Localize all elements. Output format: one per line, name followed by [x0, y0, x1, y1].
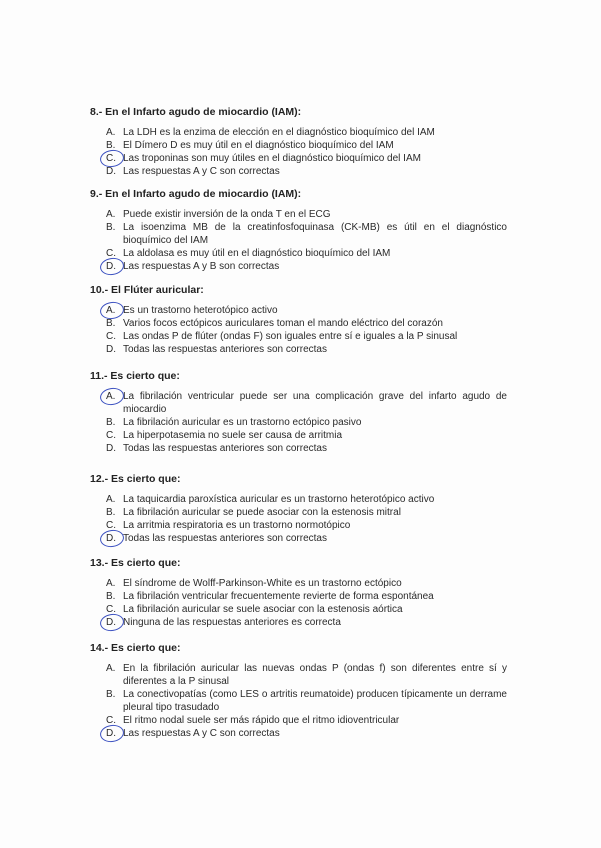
option-text: La fibrilación auricular se suele asociar con la estenosis aórtica [123, 604, 403, 615]
option-letter: C. [106, 248, 116, 259]
answer-option [90, 506, 507, 519]
question-title: 12.- Es cierto que: [90, 473, 181, 485]
option-letter: B. [106, 318, 116, 329]
option-text: La arritmia respiratoria es un trastorno normotópico [123, 520, 351, 531]
option-text: Puede existir inversión de la onda T en el ECG [123, 209, 331, 220]
handwritten-circle-mark [99, 256, 125, 276]
option-letter: B. [106, 417, 116, 428]
option-text: La fibrilación ventricular puede ser una complicación grave del infarto agudo de miocardio [123, 391, 507, 415]
option-text: Las respuestas A y B son correctas [123, 261, 280, 272]
answer-option [90, 317, 507, 330]
option-text: La aldolasa es muy útil en el diagnóstico bioquímico del IAM [123, 248, 391, 259]
option-letter: D. [106, 533, 116, 544]
option-letter: C. [106, 153, 116, 164]
option-text: La hiperpotasemia no suele ser causa de arritmia [123, 430, 343, 441]
option-text: El Dímero D es muy útil en el diagnóstico bioquímico del IAM [123, 140, 394, 151]
question-14 [90, 642, 510, 740]
option-text: Las respuestas A y C son correctas [123, 166, 280, 177]
option-letter: A. [106, 305, 116, 316]
question-9 [90, 188, 510, 273]
answer-option [90, 260, 507, 273]
option-letter: C. [106, 715, 116, 726]
option-letter: C. [106, 430, 116, 441]
option-letter: B. [106, 591, 116, 602]
question-title: 14.- Es cierto que: [90, 642, 181, 654]
option-text: La fibrilación auricular se puede asociar con la estenosis mitral [123, 507, 401, 518]
option-text: El ritmo nodal suele ser más rápido que el ritmo idioventricular [123, 715, 400, 726]
answer-option [90, 603, 507, 616]
answer-option [90, 304, 507, 317]
option-text: Ninguna de las respuestas anteriores es correcta [123, 617, 341, 628]
answer-option [90, 390, 507, 416]
answer-option [90, 343, 507, 356]
question-title: 9.- En el Infarto agudo de miocardio (IAM): [90, 188, 302, 200]
option-letter: A. [106, 209, 116, 220]
handwritten-circle-mark [99, 528, 125, 548]
option-letter: B. [106, 689, 116, 700]
option-text: El síndrome de Wolff-Parkinson-White es un trastorno ectópico [123, 578, 402, 589]
answer-option [90, 727, 507, 740]
option-text: Varios focos ectópicos auriculares toman el mando eléctrico del corazón [123, 318, 443, 329]
handwritten-circle-mark [99, 612, 125, 632]
option-text: Las troponinas son muy útiles en el diagnóstico bioquímico del IAM [123, 153, 421, 164]
answer-option [90, 330, 507, 343]
option-letter: A. [106, 663, 116, 674]
answer-option [90, 662, 507, 688]
option-text: La fibrilación auricular es un trastorno ectópico pasivo [123, 417, 362, 428]
answer-option [90, 152, 507, 165]
option-text: Todas las respuestas anteriores son correctas [123, 344, 327, 355]
option-text: Todas las respuestas anteriores son correctas [123, 443, 327, 454]
answer-option [90, 532, 507, 545]
answer-option [90, 493, 507, 506]
option-letter: C. [106, 520, 116, 531]
question-11 [90, 370, 510, 455]
answer-option [90, 429, 507, 442]
option-letter: A. [106, 127, 116, 138]
question-title: 11.- Es cierto que: [90, 370, 180, 382]
option-letter: A. [106, 391, 116, 402]
option-letter: C. [106, 604, 116, 615]
option-text: La conectivopatías (como LES o artritis reumatoide) producen típicamente un derrame pleural tipo trasudado [123, 689, 507, 713]
option-text: La isoenzima MB de la creatinfosfoquinasa (CK-MB) es útil en el diagnóstico bioquímico del IAM [123, 222, 507, 246]
option-text: La taquicardia paroxística auricular es un trastorno heterotópico activo [123, 494, 435, 505]
answer-option [90, 126, 507, 139]
question-title: 8.- En el Infarto agudo de miocardio (IAM): [90, 106, 302, 118]
option-letter: B. [106, 140, 116, 151]
answer-option [90, 165, 507, 178]
option-letter: B. [106, 222, 116, 233]
option-text: Es un trastorno heterotópico activo [123, 305, 278, 316]
option-text: La fibrilación ventricular frecuentemente revierte de forma espontánea [123, 591, 434, 602]
option-letter: D. [106, 617, 116, 628]
question-10 [90, 284, 510, 356]
option-letter: B. [106, 507, 116, 518]
option-letter: D. [106, 166, 116, 177]
question-title: 13.- Es cierto que: [90, 557, 181, 569]
answer-option [90, 714, 507, 727]
answer-option [90, 139, 507, 152]
handwritten-circle-mark [99, 386, 125, 406]
option-letter: D. [106, 443, 116, 454]
answer-option [90, 442, 507, 455]
question-13 [90, 557, 510, 629]
answer-option [90, 616, 507, 629]
option-letter: A. [106, 578, 116, 589]
option-letter: C. [106, 331, 116, 342]
answer-option [90, 247, 507, 260]
answer-option [90, 577, 507, 590]
option-text: En la fibrilación auricular las nuevas ondas P (ondas f) son diferentes entre sí y diferentes a la P sinusal [123, 663, 507, 687]
answer-option [90, 688, 507, 714]
answer-option [90, 208, 507, 221]
question-12 [90, 473, 510, 545]
answer-option [90, 416, 507, 429]
option-text: Las ondas P de flúter (ondas F) son iguales entre sí e iguales a la P sinusal [123, 331, 458, 342]
option-text: Todas las respuestas anteriores son correctas [123, 533, 327, 544]
question-title: 10.- El Flúter auricular: [90, 284, 204, 296]
option-letter: D. [106, 261, 116, 272]
answer-option [90, 519, 507, 532]
question-8 [90, 106, 510, 178]
option-letter: D. [106, 344, 116, 355]
option-letter: D. [106, 728, 116, 739]
answer-option [90, 221, 507, 247]
option-text: Las respuestas A y C son correctas [123, 728, 280, 739]
answer-option [90, 590, 507, 603]
option-letter: A. [106, 494, 116, 505]
option-text: La LDH es la enzima de elección en el diagnóstico bioquímico del IAM [123, 127, 435, 138]
handwritten-circle-mark [99, 723, 125, 743]
